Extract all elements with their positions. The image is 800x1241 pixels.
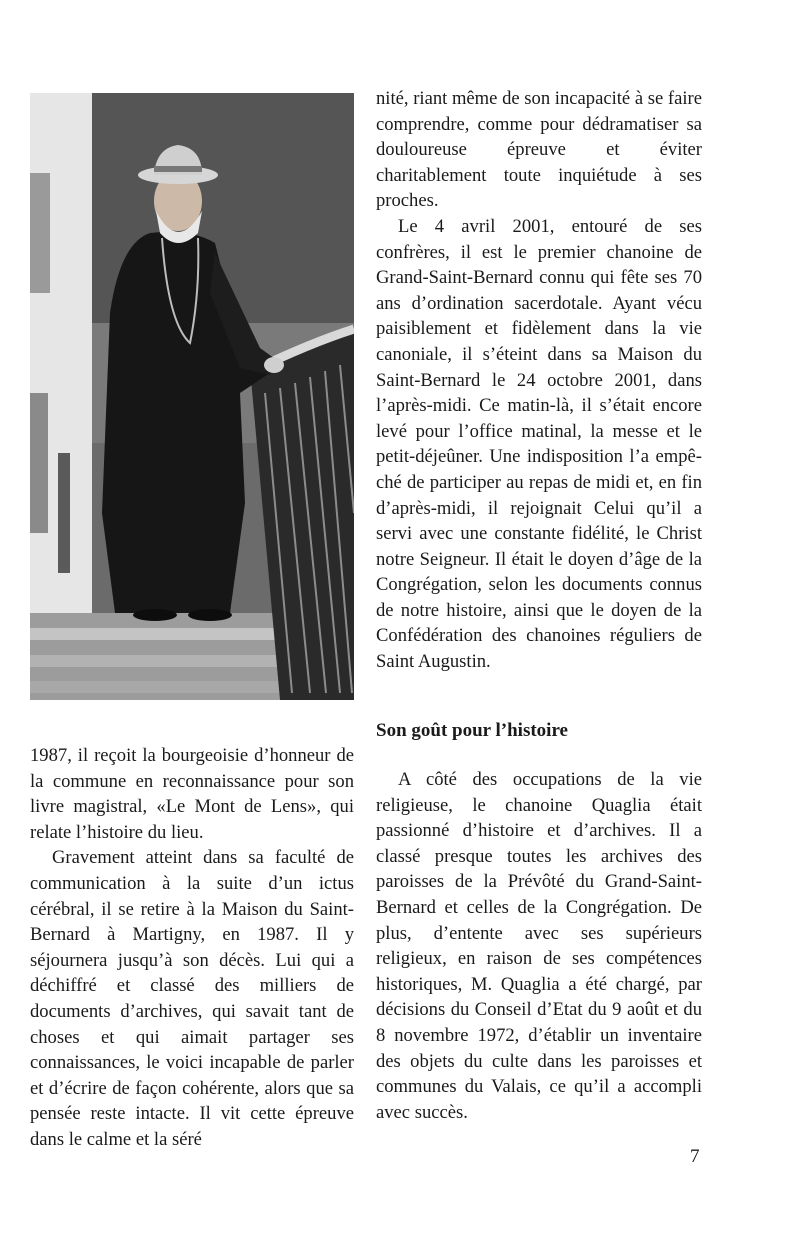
paragraph: Gravement atteint dans sa faculté de communication à la suite d’un ictus cérébral, il se retire à la Maison du Saint-Bernard à Martigny, en 1987. Il y séjournera jusqu’à son décès. Lui qui a déchiffré et classé des milliers de documents d’archives, qui savait tant de choses et qui aimait partager ses connaissances, le voici incapable de parler et d’écrire de façon cohérente, alors que sa pensée reste intacte. Il vit cette épreuve dans le calme et la séré: [30, 847, 354, 1150]
paragraph: 1987, il reçoit la bourgeoisie d’honneur de la commune en reconnaissance pour son livre magistral, «Le Mont de Lens», qui relate l’histoire du lieu.: [30, 745, 354, 843]
paragraph: Le 4 avril 2001, entouré de ses confrères, il est le premier chanoine de Grand-Saint-Bernard connu qui fête ses 70 ans d’ordination sacerdotale. Ayant vécu paisiblement et fidèlement dans la vie canoniale, il s’éteint dans sa Maison du Saint-Bernard le 24 octobre 2001, dans l’après-midi. Ce matin-là, il s’était encore levé pour l’office matinal, la messe et le petit-déjeûner. Une indisposition l’a empêché de participer au repas de midi et, en fin d’après-midi, il rejoignait Celui qu’il a servi avec une constante fidélité, le Christ notre Seigneur. Il était le doyen d’âge de la Congrégation, selon les documents connus de notre histoire, ainsi que le doyen de la Confédération des chanoines réguliers de Saint Augustin.: [376, 215, 702, 673]
left-column: [30, 743, 354, 1153]
paragraph: A côté des occupations de la vie religieuse, le chanoine Quaglia était passionné d’histoire et d’archives. Il a classé presque toutes les archives des paroisses de la Prévôté du Grand-Saint-Bernard et celles de la Congrégation. De plus, d’entente avec ses supérieurs religieux, en raison de ses compétences historiques, M. Quaglia a été chargé, par décisions du Conseil d’Etat du 9 août et du 8 novembre 1972, d’établir un inventaire des objets du culte dans les paroisses et communes du Valais, ce qu’il a accompli avec succès.: [376, 769, 702, 1123]
right-column: [376, 86, 702, 675]
priest-photo-illustration: [30, 93, 354, 700]
page-number: 7: [690, 1146, 700, 1167]
right-column-section: [376, 767, 702, 1125]
section-heading: Son goût pour l’histoire: [376, 720, 568, 741]
priest-photo: [30, 93, 354, 700]
paragraph: nité, riant même de son incapacité à se faire comprendre, comme pour dédramatiser sa douloureuse épreuve et éviter charitablement toute inquiétude à ses proches.: [376, 88, 702, 212]
